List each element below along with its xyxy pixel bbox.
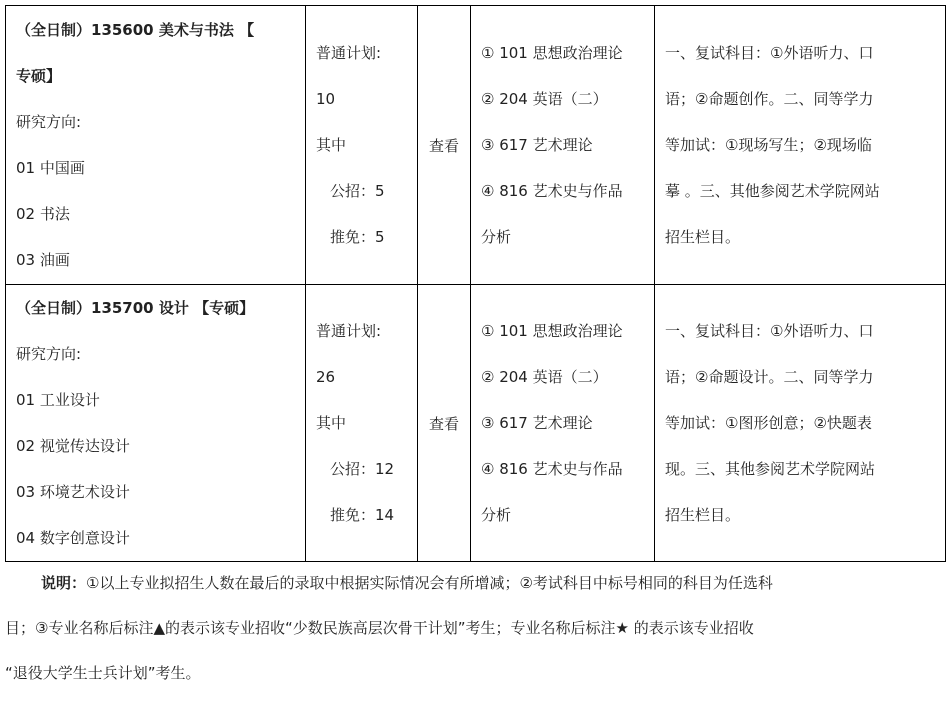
exam-subject: ① 101 思想政治理论 [481, 44, 623, 62]
major-cell [6, 285, 306, 562]
among-label: 其中 [316, 414, 347, 432]
remark-cell [655, 6, 946, 285]
direction-item: 03 环境艺术设计 [16, 483, 130, 501]
remark-line: 摹 。三、其他参阅艺术学院网站 [665, 182, 880, 200]
exam-cell [471, 285, 655, 562]
major-name: （全日制）135600 美术与书法 【 [16, 21, 255, 39]
admission-plan-table [5, 5, 946, 562]
exam-subject: ④ 816 艺术史与作品 [481, 182, 623, 200]
direction-item: 04 数字创意设计 [16, 529, 130, 547]
notes-line: “退役大学生士兵计划”考生。 [5, 664, 201, 682]
remark-line: 一、复试科目：①外语听力、口 [665, 44, 874, 62]
notes-line [5, 561, 945, 606]
remark-line: 招生栏目。 [665, 228, 741, 246]
remark-line: 等加试：①现场写生；②现场临 [665, 136, 872, 154]
plan-cell [306, 285, 418, 562]
plan-label: 普通计划: [316, 44, 382, 62]
exempt-quota: 推免：5 [330, 228, 385, 246]
exempt-quota: 推免：14 [330, 506, 395, 524]
view-link[interactable]: 查看 [428, 414, 459, 433]
exam-subject-cont: 分析 [481, 228, 512, 246]
direction-item: 01 工业设计 [16, 391, 100, 409]
remark-line: 现。三、其他参阅艺术学院网站 [665, 460, 876, 478]
table-row [6, 6, 946, 285]
exam-cell [471, 6, 655, 285]
major-name: （全日制）135700 设计 【专硕】 [16, 299, 255, 317]
plan-count: 26 [316, 368, 336, 386]
major-name-cont: 专硕】 [16, 67, 62, 85]
direction-label: 研究方向: [16, 345, 82, 363]
exam-subject: ② 204 英语（二） [481, 368, 608, 386]
among-label: 其中 [316, 136, 347, 154]
remark-line: 语；②命题创作。二、同等学力 [665, 90, 874, 108]
remark-line: 一、复试科目：①外语听力、口 [665, 322, 874, 340]
plan-label: 普通计划: [316, 322, 382, 340]
major-cell [6, 6, 306, 285]
remark-cell [655, 285, 946, 562]
direction-item: 01 中国画 [16, 159, 85, 177]
public-quota: 公招：12 [330, 460, 395, 478]
view-cell [418, 285, 471, 562]
exam-subject: ② 204 英语（二） [481, 90, 608, 108]
public-quota: 公招：5 [330, 182, 385, 200]
view-cell [418, 6, 471, 285]
direction-item: 03 油画 [16, 251, 70, 269]
table-row [6, 285, 946, 562]
direction-label: 研究方向: [16, 113, 82, 131]
notes-section [5, 561, 945, 696]
notes-text: ①以上专业拟招生人数在最后的录取中根据实际情况会有所增减；②考试科目中标号相同的科目为任选科 [86, 574, 773, 592]
remark-line: 等加试：①图形创意；②快题表 [665, 414, 872, 432]
notes-line: 目；③专业名称后标注▲的表示该专业招收“少数民族高层次骨干计划”考生；专业名称后标注★ 的表示该专业招收 [5, 619, 754, 637]
plan-cell [306, 6, 418, 285]
direction-item: 02 书法 [16, 205, 70, 223]
exam-subject: ① 101 思想政治理论 [481, 322, 623, 340]
notes-label: 说明： [41, 574, 87, 592]
exam-subject: ③ 617 艺术理论 [481, 414, 593, 432]
remark-line: 语；②命题设计。二、同等学力 [665, 368, 874, 386]
exam-subject: ④ 816 艺术史与作品 [481, 460, 623, 478]
remark-line: 招生栏目。 [665, 506, 741, 524]
view-link[interactable]: 查看 [428, 136, 459, 155]
plan-count: 10 [316, 90, 336, 108]
exam-subject: ③ 617 艺术理论 [481, 136, 593, 154]
direction-item: 02 视觉传达设计 [16, 437, 130, 455]
exam-subject-cont: 分析 [481, 506, 512, 524]
